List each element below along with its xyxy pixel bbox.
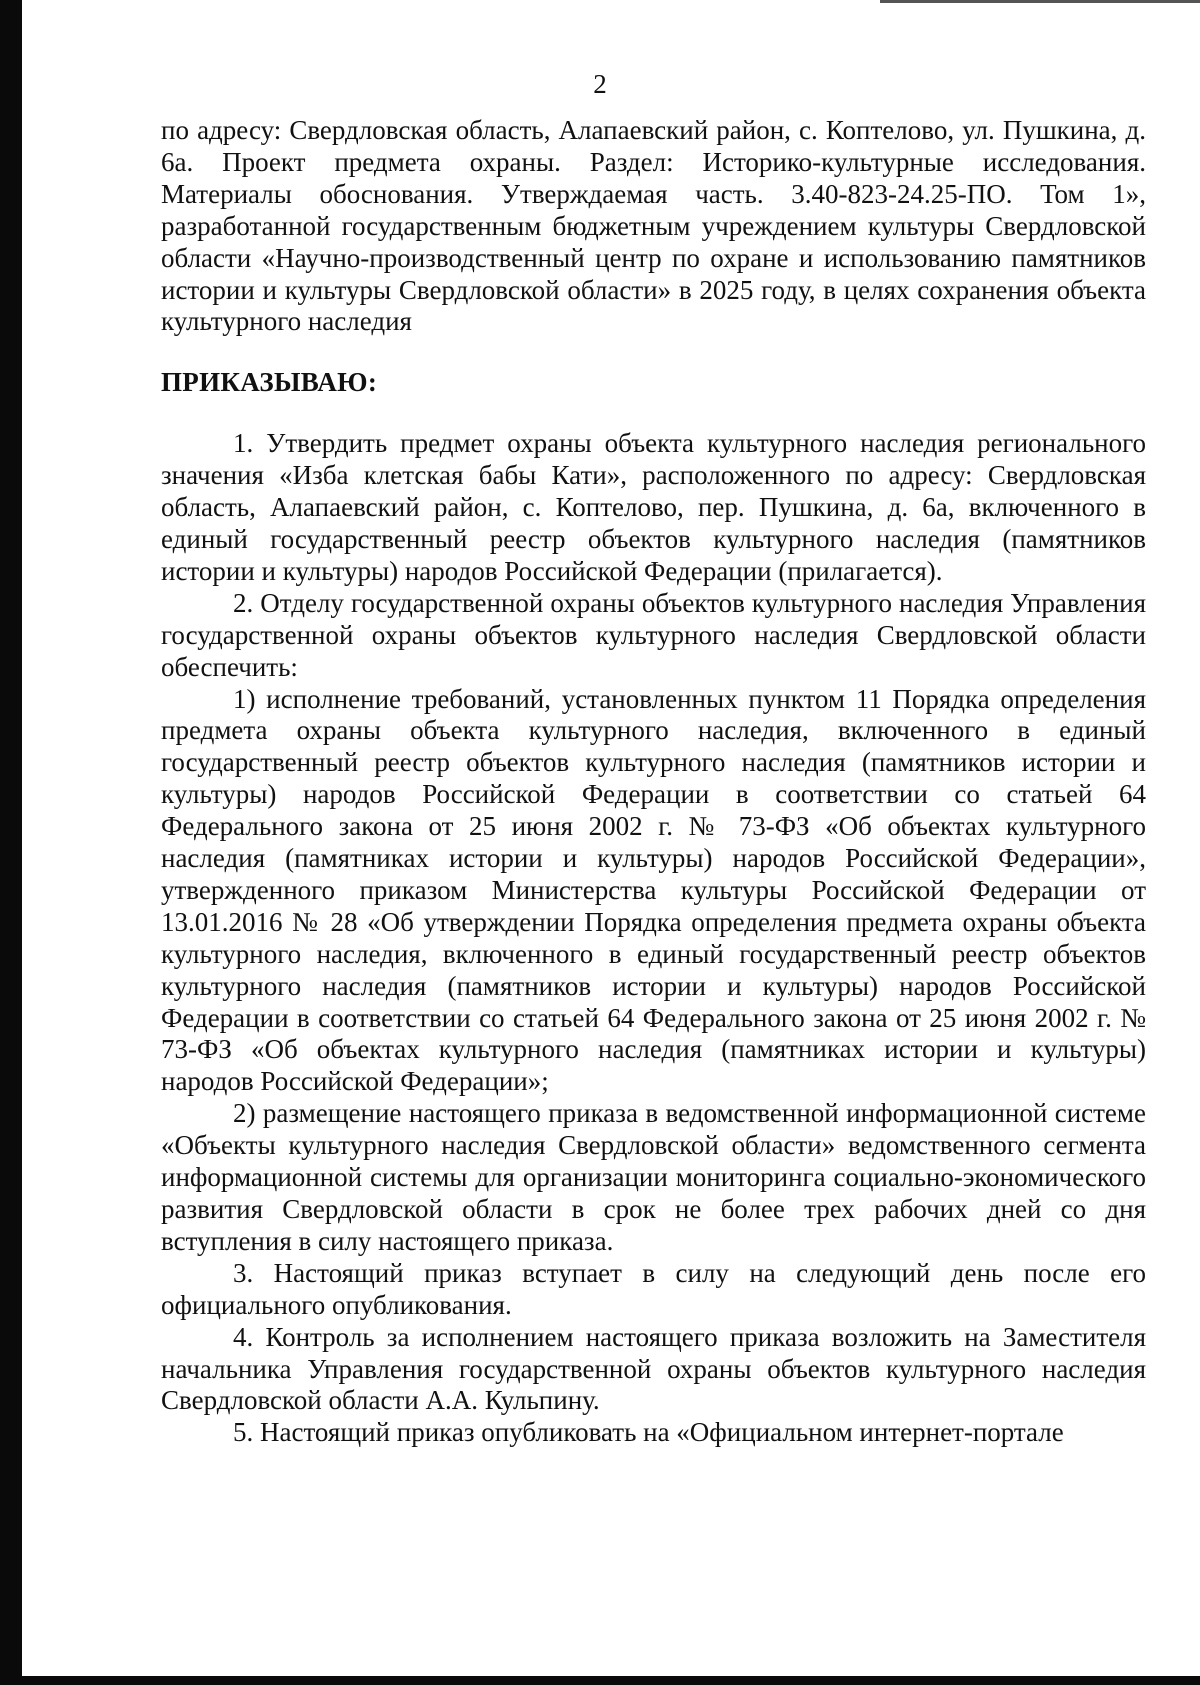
item-1-paragraph: 1. Утвердить предмет охраны объекта культурного наследия регионального значения «Изба клетская бабы Кати», расположенного по адресу: Свердловская область, Алапаевский район, с. Коптелово, пер. Пушкина, д. 6а, включенного в единый государственный реестр объектов культурного наследия (памятников истории и культуры) народов Российской Федерации (прилагается). [161, 428, 1146, 586]
scan-bottom-border [0, 1676, 1200, 1685]
order-heading: ПРИКАЗЫВАЮ: [161, 367, 378, 398]
subitem-2-1-paragraph: 1) исполнение требований, установленных пунктом 11 Порядка определения предмета охраны объекта культурного наследия, включенного в единый государственный реестр объектов культурного наследия (памятников истории и культуры) народов Российской Федерации в соответствии со статьей 64 Федерального закона от 25 июня 2002 г. № 73-ФЗ «Об объектах культурного наследия (памятниках истории и культуры) народов Российской Федерации», утвержденного приказом Министерства культуры Российской Федерации от 13.01.2016 № 28 «Об утверждении Порядка определения предмета охраны объекта культурного наследия, включенного в единый государственный реестр объектов культурного наследия (памятников истории и культуры) народов Российской Федерации в соответствии со статьей 64 Федерального закона от 25 июня 2002 г. № 73-ФЗ «Об объектах культурного наследия (памятниках истории и культуры) народов Российской Федерации»; [161, 683, 1146, 1097]
subitem-2-2-paragraph: 2) размещение настоящего приказа в ведомственной информационной системе «Объекты культурного наследия Свердловской области» ведомственного сегмента информационной системы для организации мониторинга социально-экономического развития Свердловской области в срок не более трех рабочих дней со дня вступления в силу настоящего приказа. [161, 1098, 1146, 1256]
intro-paragraph: по адресу: Свердловская область, Алапаевский район, с. Коптелово, ул. Пушкина, д. 6а. Проект предмета охраны. Раздел: Историко-культурные исследования. Материалы обоснования. Утверждаемая часть. 3.40-823-24.25-ПО. Том 1», разработанной государственным бюджетным учреждением культуры Свердловской области «Научно-производственный центр по охране и использованию памятников истории и культуры Свердловской области» в 2025 году, в целях сохранения объекта культурного наследия [161, 115, 1146, 337]
scan-left-border [0, 0, 22, 1685]
item-3-paragraph: 3. Настоящий приказ вступает в силу на следующий день после его официального опубликования. [161, 1257, 1146, 1320]
scan-top-rule [880, 0, 1200, 3]
item-4-paragraph: 4. Контроль за исполнением настоящего приказа возложить на Заместителя начальника Управления государственной охраны объектов культурного наследия Свердловской области А.А. Кульпину. [161, 1321, 1146, 1416]
item-2-paragraph: 2. Отделу государственной охраны объектов культурного наследия Управления государственной охраны объектов культурного наследия Свердловской области обеспечить: [161, 587, 1146, 682]
page-number: 2 [593, 69, 607, 99]
document-body [161, 115, 1146, 1449]
item-5-paragraph: 5. Настоящий приказ опубликовать на «Официальном интернет-портале [233, 1417, 1064, 1448]
